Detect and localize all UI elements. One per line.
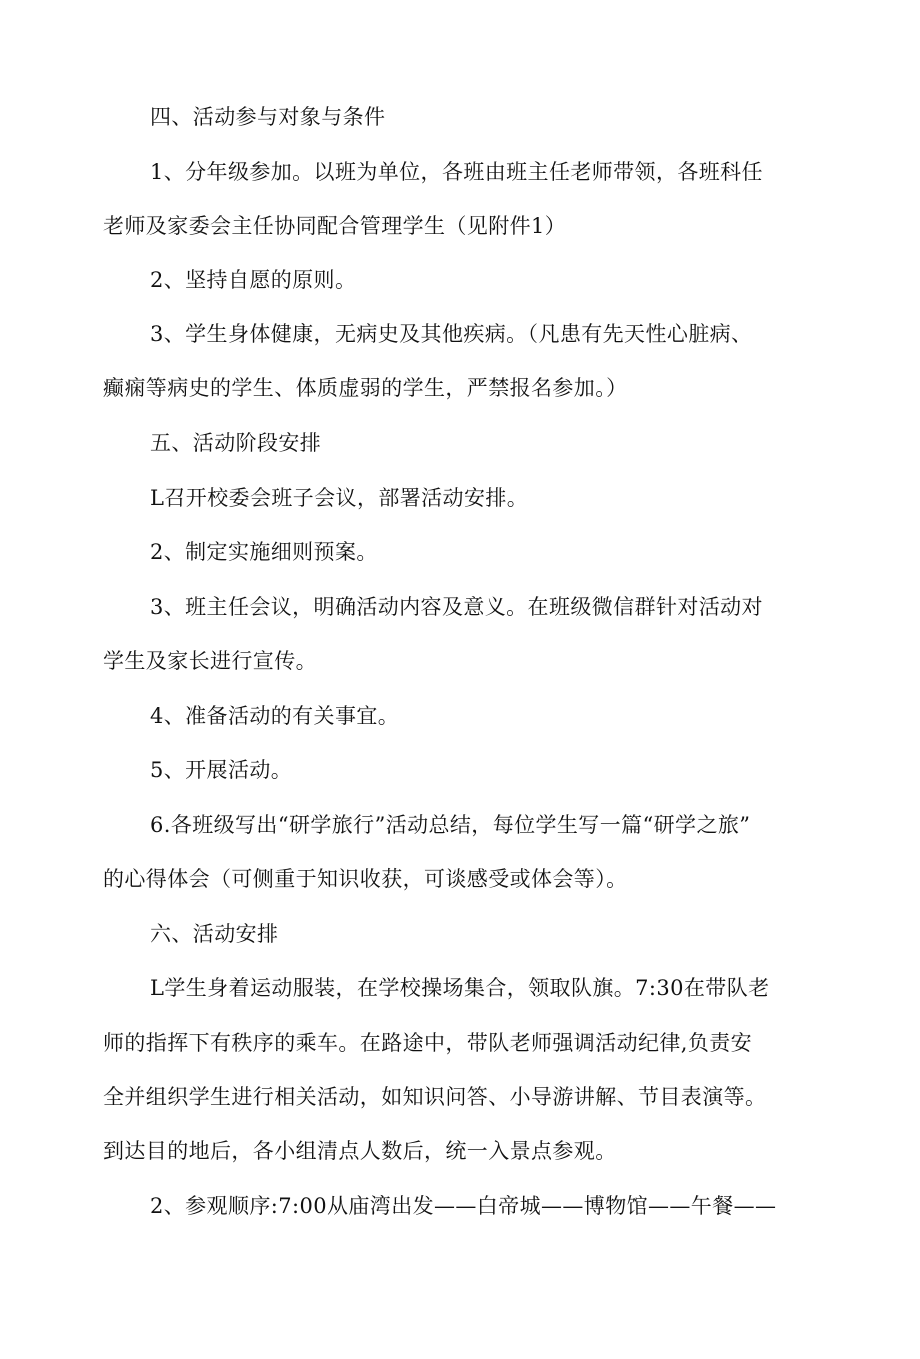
paragraph-line: 全并组织学生进行相关活动，如知识问答、小导游讲解、节目表演等。 xyxy=(103,1085,767,1109)
paragraph-line: 学生及家长进行宣传。 xyxy=(103,649,317,673)
paragraph-line: 癫痫等病史的学生、体质虚弱的学生，严禁报名参加。） xyxy=(103,376,628,400)
paragraph-line: 师的指挥下有秩序的乘车。在路途中，带队老师强调活动纪律,负责安 xyxy=(103,1031,753,1055)
section-heading-participants: 四、活动参与对象与条件 xyxy=(150,105,386,129)
paragraph-line: 到达目的地后，各小组清点人数后，统一入景点参观。 xyxy=(103,1139,617,1163)
section-heading-schedule: 六、活动安排 xyxy=(150,922,279,946)
paragraph-line: L召开校委会班子会议，部署活动安排。 xyxy=(150,486,529,510)
paragraph-line: 2、制定实施细则预案。 xyxy=(150,540,378,564)
paragraph-line: 3、班主任会议，明确活动内容及意义。在班级微信群针对活动对 xyxy=(150,595,763,619)
paragraph-line: 6.各班级写出“研学旅行”活动总结，每位学生写一篇“研学之旅” xyxy=(150,813,751,837)
paragraph-line: 5、开展活动。 xyxy=(150,758,293,782)
paragraph-line: 2、坚持自愿的原则。 xyxy=(150,268,357,292)
paragraph-line: 1、分年级参加。以班为单位，各班由班主任老师带领，各班科任 xyxy=(150,160,763,184)
paragraph-line: 2、参观顺序:7:00从庙湾出发——白帝城——博物馆——午餐—— xyxy=(150,1194,777,1218)
section-heading-phases: 五、活动阶段安排 xyxy=(150,431,322,455)
paragraph-line: 4、准备活动的有关事宜。 xyxy=(150,704,400,728)
paragraph-line: 老师及家委会主任协同配合管理学生（见附件1） xyxy=(103,214,567,238)
paragraph-line: 3、学生身体健康，无病史及其他疾病。（凡患有先天性心脏病、 xyxy=(150,322,753,346)
paragraph-line: L学生身着运动服装，在学校操场集合，领取队旗。7:30在带队老 xyxy=(150,976,770,1000)
paragraph-line: 的心得体会（可侧重于知识收获，可谈感受或体会等）。 xyxy=(103,867,628,891)
